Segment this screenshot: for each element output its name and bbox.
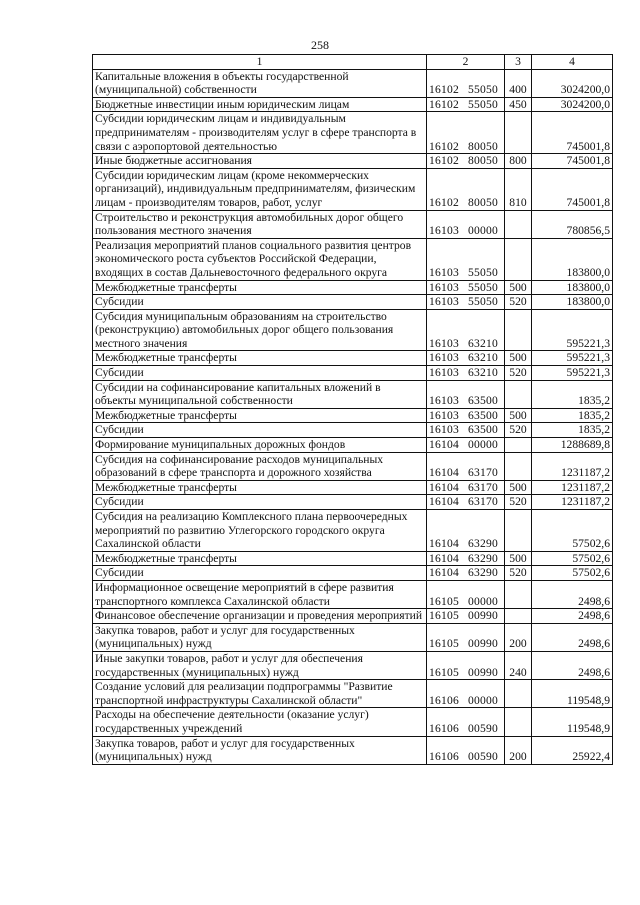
row-code bbox=[427, 438, 505, 453]
table-row bbox=[93, 97, 613, 112]
row-expense-type: 810 bbox=[505, 168, 532, 210]
row-expense-type bbox=[505, 210, 532, 238]
row-code-direction: 55050 bbox=[467, 295, 498, 309]
row-name: Субсидии на софинансирование капитальных вложений в объекты муниципальной собственности bbox=[93, 380, 427, 408]
table-row bbox=[93, 423, 613, 438]
row-code-program: 16103 bbox=[429, 351, 459, 365]
row-code-program: 16102 bbox=[429, 97, 459, 111]
row-code bbox=[427, 452, 505, 480]
table-row bbox=[93, 295, 613, 310]
row-code-direction: 63170 bbox=[467, 466, 498, 480]
row-expense-type bbox=[505, 309, 532, 351]
row-name: Формирование муниципальных дорожных фондов bbox=[93, 438, 427, 453]
row-sum: 595221,3 bbox=[532, 309, 613, 351]
row-expense-type: 800 bbox=[505, 154, 532, 169]
row-sum: 1835,2 bbox=[532, 423, 613, 438]
row-name: Субсидии bbox=[93, 366, 427, 381]
table-row bbox=[93, 566, 613, 581]
row-name: Межбюджетные трансферты bbox=[93, 408, 427, 423]
row-code bbox=[427, 69, 505, 97]
row-expense-type: 520 bbox=[505, 495, 532, 510]
row-name: Расходы на обеспечение деятельности (оказание услуг) государственных учреждений bbox=[93, 708, 427, 736]
row-sum: 745001,8 bbox=[532, 154, 613, 169]
row-code-program: 16102 bbox=[429, 139, 459, 153]
row-code-program: 16105 bbox=[429, 637, 459, 651]
row-code-program: 16103 bbox=[429, 224, 459, 238]
row-name: Субсидии bbox=[93, 423, 427, 438]
row-name: Субсидия на реализацию Комплексного плана первоочередных мероприятий по развитию Углегорского городского округа Сахалинской области bbox=[93, 510, 427, 552]
table-row bbox=[93, 551, 613, 566]
table-row bbox=[93, 408, 613, 423]
row-code bbox=[427, 154, 505, 169]
table-row bbox=[93, 651, 613, 679]
budget-table bbox=[92, 54, 613, 765]
row-sum: 780856,5 bbox=[532, 210, 613, 238]
row-expense-type bbox=[505, 680, 532, 708]
table-row bbox=[93, 736, 613, 764]
row-sum: 1835,2 bbox=[532, 408, 613, 423]
row-code bbox=[427, 651, 505, 679]
row-expense-type bbox=[505, 580, 532, 608]
row-sum: 3024200,0 bbox=[532, 69, 613, 97]
row-code bbox=[427, 708, 505, 736]
row-code-direction: 00000 bbox=[467, 693, 498, 707]
table-row bbox=[93, 510, 613, 552]
row-code-program: 16102 bbox=[429, 83, 459, 97]
row-code-direction: 55050 bbox=[467, 83, 498, 97]
row-name: Межбюджетные трансферты bbox=[93, 351, 427, 366]
row-name: Субсидии юридическим лицам и индивидуальным предпринимателям - производителям услуг в сфере транспорта в связи с аэропортовой деятельностью bbox=[93, 112, 427, 154]
table-row bbox=[93, 495, 613, 510]
row-code-direction: 55050 bbox=[467, 265, 498, 279]
row-expense-type bbox=[505, 510, 532, 552]
table-row bbox=[93, 708, 613, 736]
row-code-program: 16104 bbox=[429, 566, 459, 580]
table-row bbox=[93, 366, 613, 381]
row-expense-type: 520 bbox=[505, 566, 532, 581]
table-row bbox=[93, 168, 613, 210]
row-code-direction: 00590 bbox=[467, 750, 498, 764]
row-name: Информационное освещение мероприятий в сфере развития транспортного комплекса Сахалинской области bbox=[93, 580, 427, 608]
row-name: Межбюджетные трансферты bbox=[93, 480, 427, 495]
row-code-program: 16103 bbox=[429, 394, 459, 408]
row-code-direction: 80050 bbox=[467, 154, 498, 168]
row-name: Реализация мероприятий планов социального развития центров экономического роста субъектов Российской Федерации, входящих в состав Дальневосточного федерального округа bbox=[93, 238, 427, 280]
row-code-program: 16103 bbox=[429, 265, 459, 279]
row-name: Субсидии bbox=[93, 566, 427, 581]
table-header-row bbox=[93, 55, 613, 70]
row-code-direction: 63210 bbox=[467, 351, 498, 365]
row-code-program: 16106 bbox=[429, 693, 459, 707]
row-sum: 57502,6 bbox=[532, 551, 613, 566]
row-name: Иные закупки товаров, работ и услуг для обеспечения государственных (муниципальных) нужд bbox=[93, 651, 427, 679]
row-code-direction: 55050 bbox=[467, 97, 498, 111]
row-code-direction: 80050 bbox=[467, 195, 498, 209]
row-expense-type: 450 bbox=[505, 97, 532, 112]
row-code-program: 16105 bbox=[429, 594, 459, 608]
row-code-direction: 00990 bbox=[467, 609, 498, 623]
table-row bbox=[93, 69, 613, 97]
row-code bbox=[427, 510, 505, 552]
row-sum: 57502,6 bbox=[532, 510, 613, 552]
row-sum: 183800,0 bbox=[532, 238, 613, 280]
row-name: Субсидия на софинансирование расходов муниципальных образований в сфере транспорта и дорожного хозяйства bbox=[93, 452, 427, 480]
table-row bbox=[93, 480, 613, 495]
row-code bbox=[427, 551, 505, 566]
row-code-program: 16103 bbox=[429, 366, 459, 380]
row-code bbox=[427, 295, 505, 310]
row-code-direction: 63170 bbox=[467, 495, 498, 509]
row-code bbox=[427, 566, 505, 581]
row-code bbox=[427, 351, 505, 366]
header-col-4: 4 bbox=[532, 55, 613, 70]
row-expense-type bbox=[505, 238, 532, 280]
row-code bbox=[427, 680, 505, 708]
row-expense-type bbox=[505, 609, 532, 624]
row-code-direction: 63170 bbox=[467, 480, 498, 494]
table-row bbox=[93, 280, 613, 295]
table-row bbox=[93, 680, 613, 708]
row-name: Субсидии bbox=[93, 295, 427, 310]
page-number: 258 bbox=[311, 38, 329, 52]
row-expense-type: 500 bbox=[505, 480, 532, 495]
row-code-direction: 80050 bbox=[467, 139, 498, 153]
row-code-program: 16104 bbox=[429, 480, 459, 494]
row-sum: 57502,6 bbox=[532, 566, 613, 581]
row-expense-type bbox=[505, 708, 532, 736]
row-sum: 1231187,2 bbox=[532, 480, 613, 495]
row-sum: 2498,6 bbox=[532, 580, 613, 608]
row-sum: 25922,4 bbox=[532, 736, 613, 764]
row-code-direction: 55050 bbox=[467, 280, 498, 294]
row-sum: 2498,6 bbox=[532, 651, 613, 679]
table-row bbox=[93, 452, 613, 480]
row-code-direction: 63500 bbox=[467, 394, 498, 408]
row-code-program: 16103 bbox=[429, 336, 459, 350]
row-code bbox=[427, 366, 505, 381]
row-name: Строительство и реконструкция автомобильных дорог общего пользования местного значения bbox=[93, 210, 427, 238]
row-code bbox=[427, 623, 505, 651]
header-col-1: 1 bbox=[93, 55, 427, 70]
row-name: Иные бюджетные ассигнования bbox=[93, 154, 427, 169]
table-row bbox=[93, 238, 613, 280]
row-sum: 1231187,2 bbox=[532, 452, 613, 480]
row-expense-type bbox=[505, 438, 532, 453]
row-code bbox=[427, 280, 505, 295]
row-expense-type bbox=[505, 380, 532, 408]
table-row bbox=[93, 351, 613, 366]
row-code bbox=[427, 480, 505, 495]
table-row bbox=[93, 580, 613, 608]
table-body bbox=[93, 69, 613, 764]
table-row bbox=[93, 609, 613, 624]
header-col-2: 2 bbox=[427, 55, 505, 70]
row-code-program: 16104 bbox=[429, 466, 459, 480]
table-row bbox=[93, 438, 613, 453]
row-code bbox=[427, 97, 505, 112]
row-code-direction: 63290 bbox=[467, 551, 498, 565]
row-code-direction: 00990 bbox=[467, 665, 498, 679]
row-expense-type: 500 bbox=[505, 408, 532, 423]
row-name: Финансовое обеспечение организации и проведения мероприятий bbox=[93, 609, 427, 624]
row-expense-type: 400 bbox=[505, 69, 532, 97]
row-code bbox=[427, 609, 505, 624]
row-code-direction: 00000 bbox=[467, 594, 498, 608]
row-name: Создание условий для реализации подпрограммы "Развитие транспортной инфраструктуры Сахалинской области" bbox=[93, 680, 427, 708]
row-sum: 745001,8 bbox=[532, 112, 613, 154]
row-code-program: 16103 bbox=[429, 423, 459, 437]
row-code-program: 16102 bbox=[429, 154, 459, 168]
row-sum: 183800,0 bbox=[532, 280, 613, 295]
row-sum: 183800,0 bbox=[532, 295, 613, 310]
row-code-program: 16104 bbox=[429, 495, 459, 509]
row-name: Капитальные вложения в объекты государственной (муниципальной) собственности bbox=[93, 69, 427, 97]
row-sum: 1288689,8 bbox=[532, 438, 613, 453]
row-code-program: 16103 bbox=[429, 408, 459, 422]
row-code bbox=[427, 423, 505, 438]
row-name: Закупка товаров, работ и услуг для государственных (муниципальных) нужд bbox=[93, 623, 427, 651]
row-expense-type: 200 bbox=[505, 623, 532, 651]
row-name: Субсидии юридическим лицам (кроме некоммерческих организаций), индивидуальным предпринимателям, физическим лицам - производителям товаров, работ, услуг bbox=[93, 168, 427, 210]
table-row bbox=[93, 112, 613, 154]
row-code-direction: 63210 bbox=[467, 366, 498, 380]
row-code-direction: 00000 bbox=[467, 438, 498, 452]
row-code bbox=[427, 112, 505, 154]
row-code-program: 16103 bbox=[429, 280, 459, 294]
row-expense-type: 240 bbox=[505, 651, 532, 679]
row-sum: 1231187,2 bbox=[532, 495, 613, 510]
row-sum: 2498,6 bbox=[532, 609, 613, 624]
row-expense-type bbox=[505, 452, 532, 480]
row-expense-type: 500 bbox=[505, 280, 532, 295]
header-col-3: 3 bbox=[505, 55, 532, 70]
row-code-program: 16104 bbox=[429, 438, 459, 452]
table-row bbox=[93, 210, 613, 238]
row-code bbox=[427, 380, 505, 408]
row-code-direction: 00000 bbox=[467, 224, 498, 238]
row-code-program: 16106 bbox=[429, 750, 459, 764]
table-row bbox=[93, 623, 613, 651]
row-name: Бюджетные инвестиции иным юридическим лицам bbox=[93, 97, 427, 112]
row-expense-type: 500 bbox=[505, 351, 532, 366]
row-sum: 119548,9 bbox=[532, 708, 613, 736]
row-expense-type: 520 bbox=[505, 423, 532, 438]
row-name: Межбюджетные трансферты bbox=[93, 280, 427, 295]
row-code-direction: 00990 bbox=[467, 637, 498, 651]
table-row bbox=[93, 380, 613, 408]
row-code-direction: 63210 bbox=[467, 336, 498, 350]
row-code bbox=[427, 495, 505, 510]
row-sum: 2498,6 bbox=[532, 623, 613, 651]
row-code bbox=[427, 210, 505, 238]
row-sum: 595221,3 bbox=[532, 366, 613, 381]
row-expense-type: 500 bbox=[505, 551, 532, 566]
row-code bbox=[427, 580, 505, 608]
table-row bbox=[93, 154, 613, 169]
row-code bbox=[427, 736, 505, 764]
row-code-direction: 63290 bbox=[467, 566, 498, 580]
row-sum: 119548,9 bbox=[532, 680, 613, 708]
row-expense-type bbox=[505, 112, 532, 154]
row-code-program: 16104 bbox=[429, 551, 459, 565]
row-code-program: 16104 bbox=[429, 537, 459, 551]
row-expense-type: 520 bbox=[505, 366, 532, 381]
row-code-program: 16105 bbox=[429, 609, 459, 623]
row-code-direction: 63500 bbox=[467, 408, 498, 422]
row-code-direction: 63290 bbox=[467, 537, 498, 551]
row-code-program: 16102 bbox=[429, 195, 459, 209]
row-code-direction: 63500 bbox=[467, 423, 498, 437]
row-sum: 745001,8 bbox=[532, 168, 613, 210]
row-code-program: 16103 bbox=[429, 295, 459, 309]
row-code bbox=[427, 168, 505, 210]
row-code-program: 16105 bbox=[429, 665, 459, 679]
row-sum: 1835,2 bbox=[532, 380, 613, 408]
row-code bbox=[427, 238, 505, 280]
row-sum: 595221,3 bbox=[532, 351, 613, 366]
row-name: Закупка товаров, работ и услуг для государственных (муниципальных) нужд bbox=[93, 736, 427, 764]
row-name: Межбюджетные трансферты bbox=[93, 551, 427, 566]
row-code-direction: 00590 bbox=[467, 721, 498, 735]
row-sum: 3024200,0 bbox=[532, 97, 613, 112]
row-expense-type: 520 bbox=[505, 295, 532, 310]
row-code bbox=[427, 309, 505, 351]
row-expense-type: 200 bbox=[505, 736, 532, 764]
row-name: Субсидия муниципальным образованиям на строительство (реконструкцию) автомобильных дорог общего пользования местного значения bbox=[93, 309, 427, 351]
table-row bbox=[93, 309, 613, 351]
row-code bbox=[427, 408, 505, 423]
row-name: Субсидии bbox=[93, 495, 427, 510]
row-code-program: 16106 bbox=[429, 721, 459, 735]
